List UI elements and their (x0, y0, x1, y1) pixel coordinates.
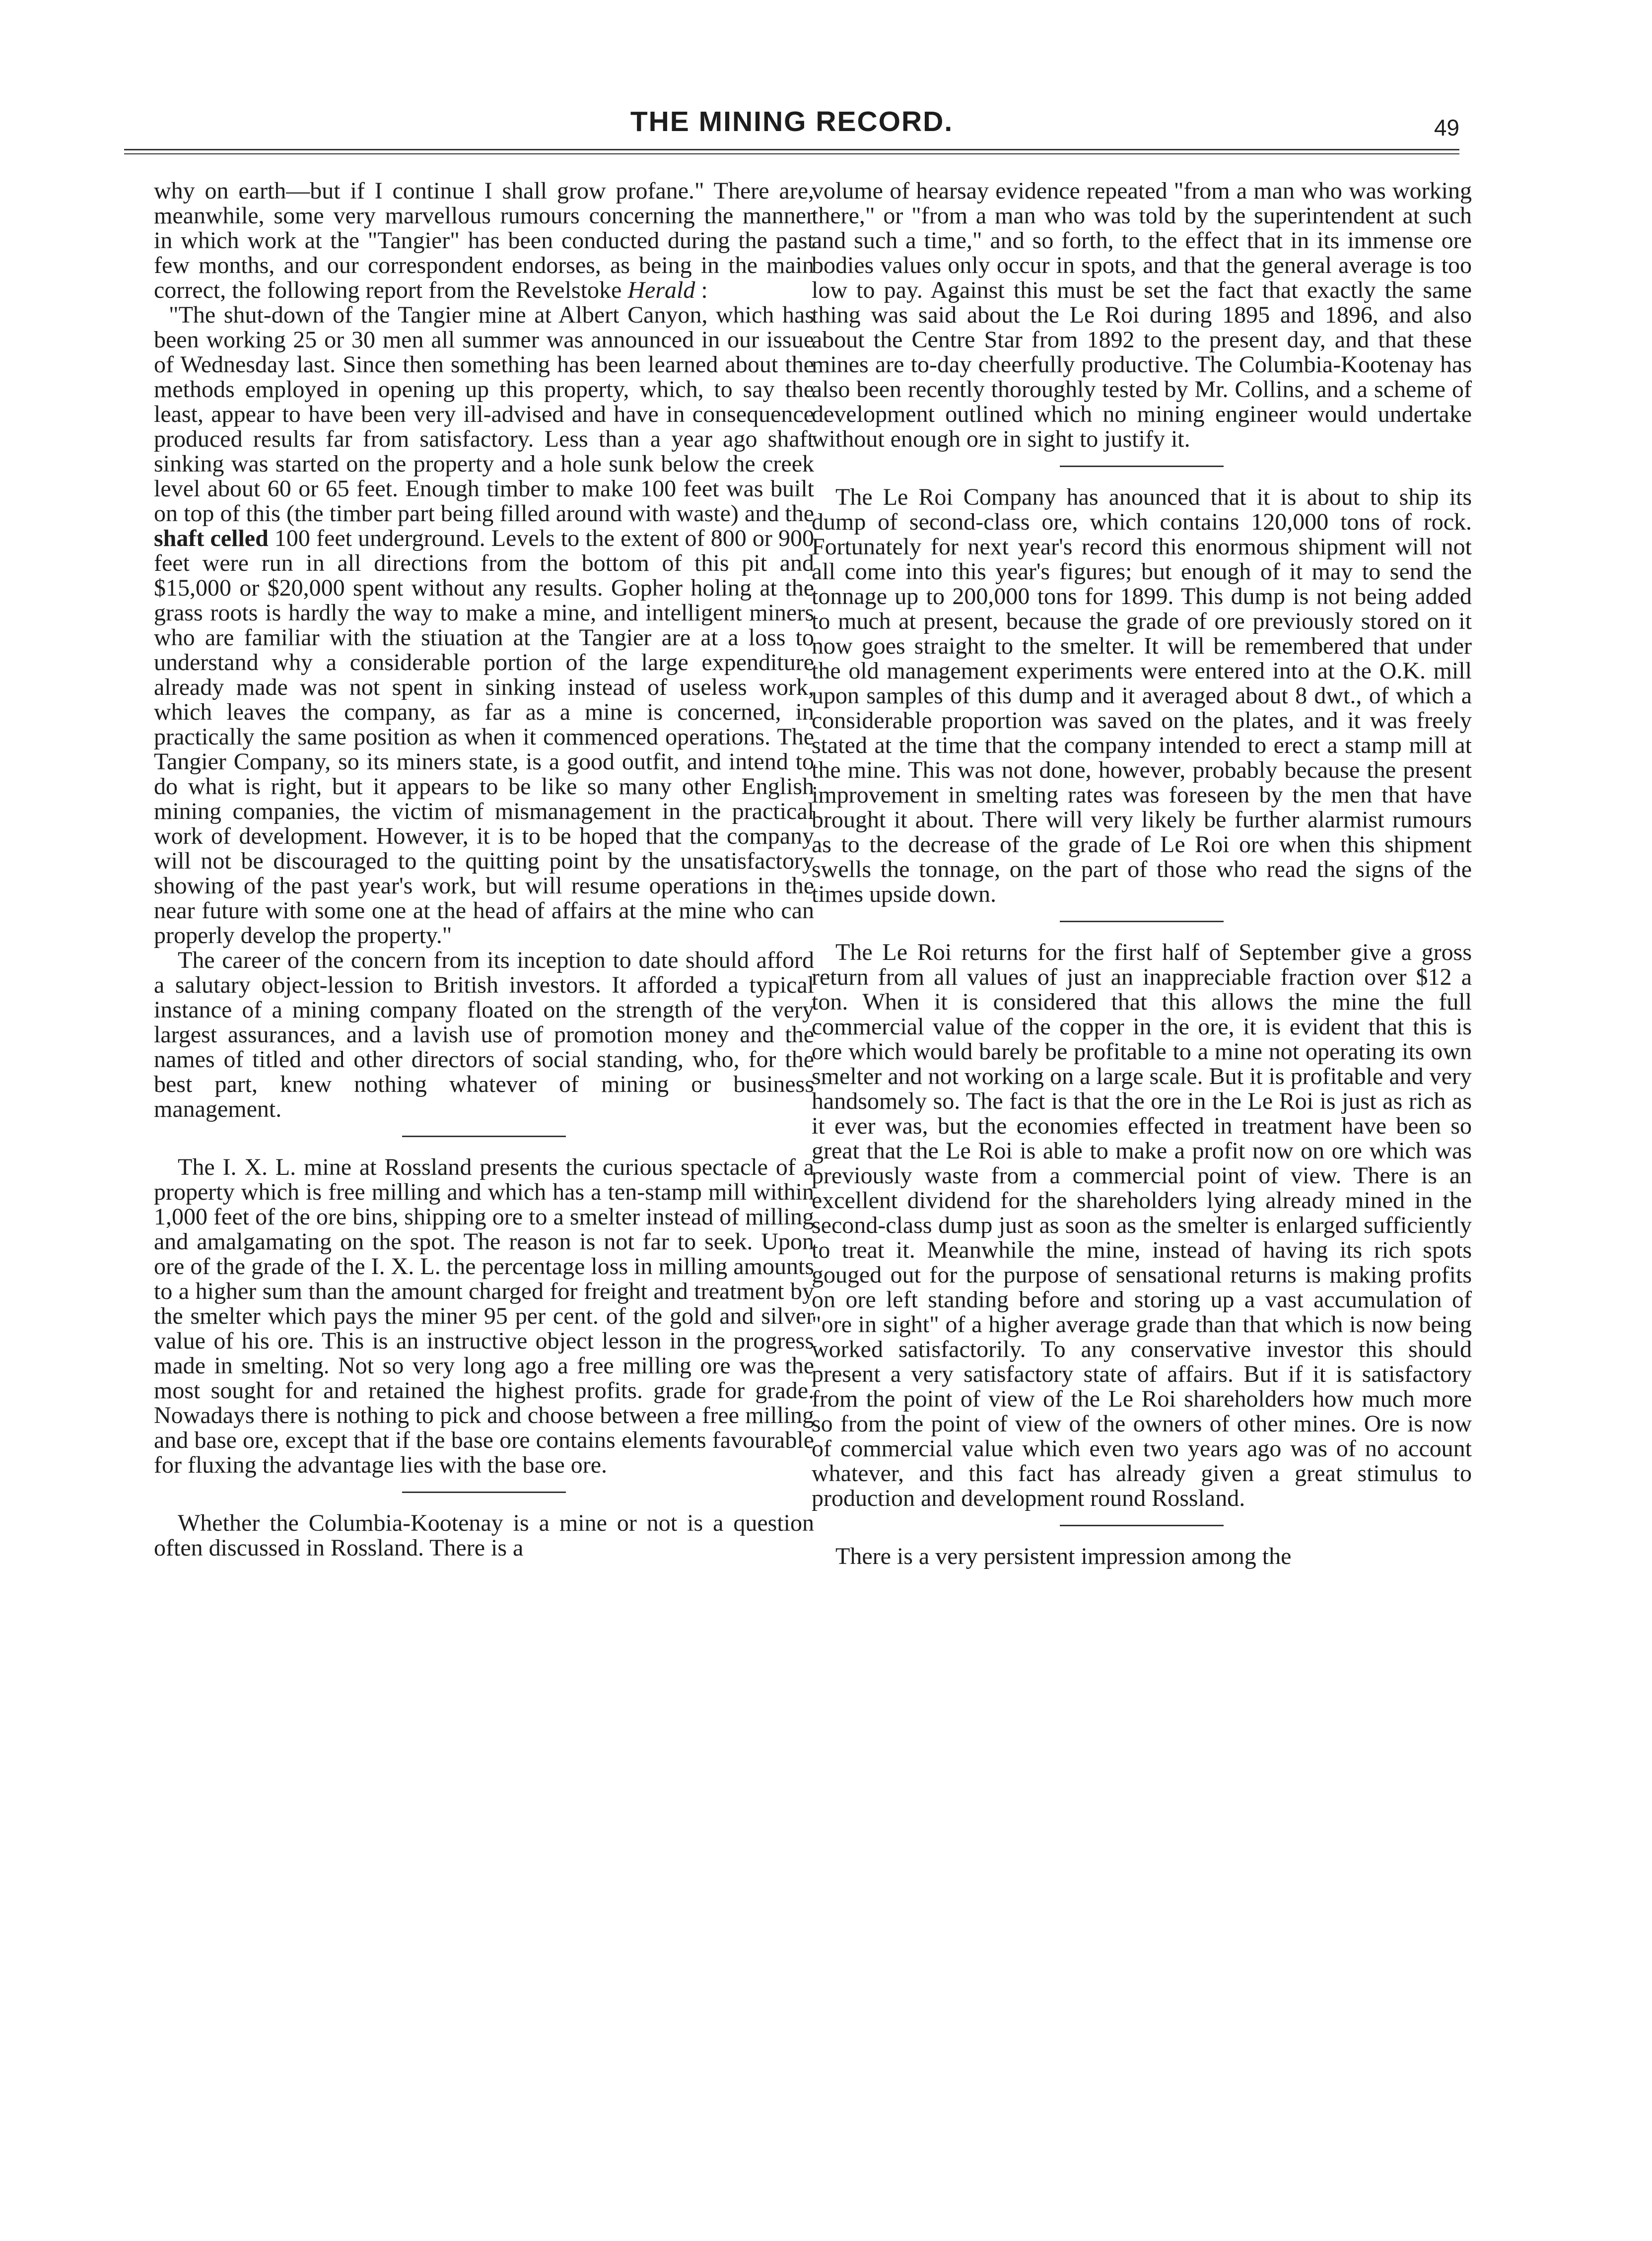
paragraph-career: The career of the concern from its inception to date should afford a salutary object-lession to British investors. It afforded a typical instance of a mining company floated on the strength of the very largest assurances, and a lavish use of promotion money and the names of titled and other directors of social standing, who, for the best part, knew nothing whatever of mining or business management. (154, 947, 814, 1122)
section-divider (402, 1492, 566, 1493)
page-header (124, 105, 1459, 155)
section-divider (1060, 1525, 1224, 1526)
paragraph-columbia-kootenay: Whether the Columbia-Kootenay is a mine or not is a question often discussed in Rossland. There is a (154, 1510, 814, 1561)
section-divider (1060, 921, 1224, 922)
section-divider (402, 1136, 566, 1137)
herald-quote: "The shut-down of the Tangier mine at Albert Canyon, which has been working 25 or 30 men all summer was announced in our issue of Wednesday last. Since then something has been learned about the methods employed in opening up this property, which, to say the least, appear to have been very ill-advised and have in consequence produced results far from satisfactory. Less than a year ago shaft sinking was started on the property and a hole sunk below the creek level about 60 or 65 feet. Enough timber to make 100 feet was built on top of this (the timber part being filled around with waste) and the shaft celled 100 feet underground. Levels to the extent of 800 or 900 feet were run in all directions from the bottom of this pit and $15,000 or $20,000 spent without any results. Gopher holing at the grass roots is hardly the way to make a mine, and intelligent miners who are familiar with the stiuation at the Tangier are at a loss to understand why a considerable portion of the large expenditure already made was not spent in sinking instead of useless work, which leaves the company, as far as a mine is concerned, in practically the same position as when it commenced operations. The Tangier Company, so its miners state, is a good outfit, and intend to do what is right, but it appears to be like so many other English mining companies, the victim of mismanagement in the practical work of development. However, it is to be hoped that the company will not be discouraged to the quitting point by the unsatisfactory showing of the past year's work, but will resume operations in the near future with some one at the head of affairs at the mine who can properly develop the property." (154, 302, 814, 949)
bold-phrase: shaft celled (154, 525, 269, 551)
paragraph-continued: why on earth—but if I continue I shall grow profane." There are, meanwhile, some very marvellous rumours concerning the manner in which work at the "Tangier" has been conducted during the past few months, and our correspondent endorses, as being in the main correct, the following report from the Revelstoke Herald : (154, 178, 814, 303)
paragraph-le-roi-dump: The Le Roi Company has anounced that it is about to ship its dump of second-class ore, which contains 120,000 tons of rock. Fortunately for next year's record this enormous shipment will not all come into this year's figures; but enough of it may to send the tonnage up to 200,000 tons for 1899. This dump is not being added to much at present, because the grade of ore previously stored on it now goes straight to the smelter. It will be remembered that under the old management experiments were entered into at the O.K. mill upon samples of this dump and it averaged about 8 dwt., of which a considerable proportion was saved on the plates, and it was freely stated at the time that the company intended to erect a stamp mill at the mine. This was not done, however, probably because the present improvement in smelting rates was foreseen by the men that have brought it about. There will very likely be further alarmist rumours as to the decrease of the grade of Le Roi ore when this shipment swells the tonnage, on the part of those who read the signs of the times upside down. (812, 484, 1472, 907)
left-column (154, 179, 814, 1561)
herald-title: Herald (627, 277, 695, 303)
header-rule (124, 149, 1459, 150)
section-divider (1060, 466, 1224, 467)
right-column (812, 179, 1472, 1569)
header-rule-thin (124, 153, 1459, 154)
paragraph-persistent-impression: There is a very persistent impression among the (835, 1543, 1292, 1569)
paragraph-continued: volume of hearsay evidence repeated "from a man who was working there," or "from a man who was told by the superintendent at such and such a time," and so forth, to the effect that in its immense ore bodies values only occur in spots, and that the general average is too low to pay. Against this must be set the fact that exactly the same thing was said about the Le Roi during 1895 and 1896, and also about the Centre Star from 1892 to the present day, and that these mines are to-day cheerfully productive. The Columbia-Kootenay has also been recently thoroughly tested by Mr. Collins, and a scheme of development outlined which no mining engineer would undertake without enough ore in sight to justify it. (812, 178, 1472, 452)
page-number: 49 (1434, 115, 1459, 140)
paragraph-le-roi-returns: The Le Roi returns for the first half of September give a gross return from all values of just an inappreciable fraction over $12 a ton. When it is considered that this allows the mine the full commercial value of the copper in the ore, it is evident that this is ore which would barely be profitable to a mine not operating its own smelter and not working on a large scale. But it is profitable and very handsomely so. The fact is that the ore in the Le Roi is just as rich as it ever was, but the economies effected in treatment have been so great that the Le Roi is able to make a profit now on ore which was previously waste from a commercial point of view. There is an excellent dividend for the shareholders lying already mined in the second-class dump just as soon as the smelter is enlarged sufficiently to treat it. Meanwhile the mine, instead of having its rich spots gouged out for the purpose of sensational returns is making profits on ore left standing before and storing up a vast accumulation of "ore in sight" of a higher average grade than that which is now being worked satisfactorily. To any conservative investor this should present a very satisfactory state of affairs. But if it is satisfactory from the point of view of the Le Roi shareholders how much more so from the point of view of the owners of other mines. Ore is now of commercial value which even two years ago was of no account whatever, and this fact has already given a great stimulus to production and development round Rossland. (812, 939, 1472, 1511)
running-title: THE MINING RECORD. (630, 106, 954, 137)
paragraph-ixl-mine: The I. X. L. mine at Rossland presents the curious spectacle of a property which is free milling and which has a ten-stamp mill within 1,000 feet of the ore bins, shipping ore to a smelter instead of milling and amalgamating on the spot. The reason is not far to seek. Upon ore of the grade of the I. X. L. the percentage loss in milling amounts to a higher sum than the amount charged for freight and treatment by the smelter which pays the miner 95 per cent. of the gold and silver value of his ore. This is an instructive object lesson in the progress made in smelting. Not so very long ago a free milling ore was the most sought for and retained the highest profits. grade for grade. Nowadays there is nothing to pick and choose between a free milling and base ore, except that if the base ore contains elements favourable for fluxing the advantage lies with the base ore. (154, 1154, 814, 1478)
